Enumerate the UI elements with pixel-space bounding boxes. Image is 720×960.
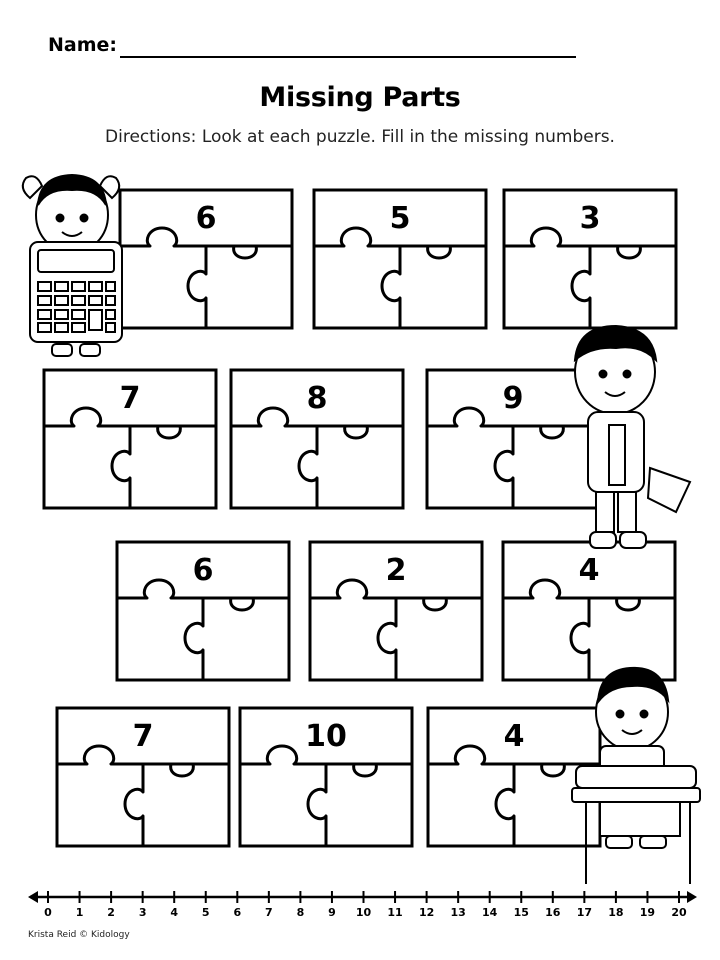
- directions: Directions: Look at each puzzle. Fill in the missing numbers.: [105, 127, 615, 147]
- puzzle-total: 6: [195, 201, 217, 236]
- puzzle-card: [231, 370, 403, 508]
- puzzle-total: 4: [578, 553, 600, 588]
- number-line-label: 9: [328, 906, 336, 919]
- number-line-label: 16: [545, 906, 561, 919]
- number-line-label: 1: [75, 906, 84, 919]
- number-line-label: 0: [44, 906, 52, 919]
- puzzle-card: [310, 542, 482, 680]
- number-line: [28, 891, 697, 919]
- number-line-label: 2: [107, 906, 115, 919]
- number-line-label: 20: [671, 906, 687, 919]
- number-line-label: 19: [639, 906, 656, 919]
- puzzle-card: [117, 542, 289, 680]
- number-line-label: 13: [450, 906, 466, 919]
- credit-text: Krista Reid © Kidology: [28, 930, 130, 940]
- number-line-label: 11: [387, 906, 403, 919]
- puzzle-card: [427, 370, 599, 508]
- puzzle-card: [44, 370, 216, 508]
- puzzle-total: 7: [119, 381, 141, 416]
- puzzle-total: 4: [503, 719, 525, 754]
- number-line-label: 8: [296, 906, 305, 919]
- number-line-label: 14: [482, 906, 498, 919]
- puzzle-card: [57, 708, 229, 846]
- puzzle-card: [503, 542, 675, 680]
- puzzle-total: 8: [306, 381, 328, 416]
- puzzle-total: 10: [305, 719, 347, 754]
- puzzle-card: [428, 708, 600, 846]
- girl-with-calculator-icon: [23, 175, 122, 356]
- puzzle-grid: [44, 190, 676, 846]
- puzzle-total: 2: [385, 553, 407, 588]
- name-label: Name:: [48, 34, 118, 56]
- puzzle-total: 6: [192, 553, 214, 588]
- number-line-label: 5: [201, 906, 210, 919]
- boy-at-desk-icon: [572, 668, 700, 884]
- number-line-label: 12: [418, 906, 435, 919]
- number-line-label: 17: [576, 906, 593, 919]
- number-line-label: 3: [138, 906, 147, 919]
- number-line-label: 7: [265, 906, 273, 919]
- puzzle-total: 7: [132, 719, 154, 754]
- puzzle-total: 9: [502, 381, 524, 416]
- number-line-label: 15: [513, 906, 529, 919]
- puzzle-card: [120, 190, 292, 328]
- number-line-left-arrow: [28, 891, 38, 903]
- number-line-label: 4: [170, 906, 179, 919]
- number-line-label: 18: [608, 906, 624, 919]
- page-title: Missing Parts: [259, 82, 461, 113]
- number-line-label: 10: [355, 906, 372, 919]
- number-line-label: 6: [233, 906, 242, 919]
- puzzle-total: 3: [579, 201, 601, 236]
- puzzle-card: [240, 708, 412, 846]
- puzzle-card: [504, 190, 676, 328]
- boy-with-blocks-icon: [575, 326, 690, 548]
- number-line-right-arrow: [687, 891, 697, 903]
- puzzle-card: [314, 190, 486, 328]
- puzzle-total: 5: [389, 201, 411, 236]
